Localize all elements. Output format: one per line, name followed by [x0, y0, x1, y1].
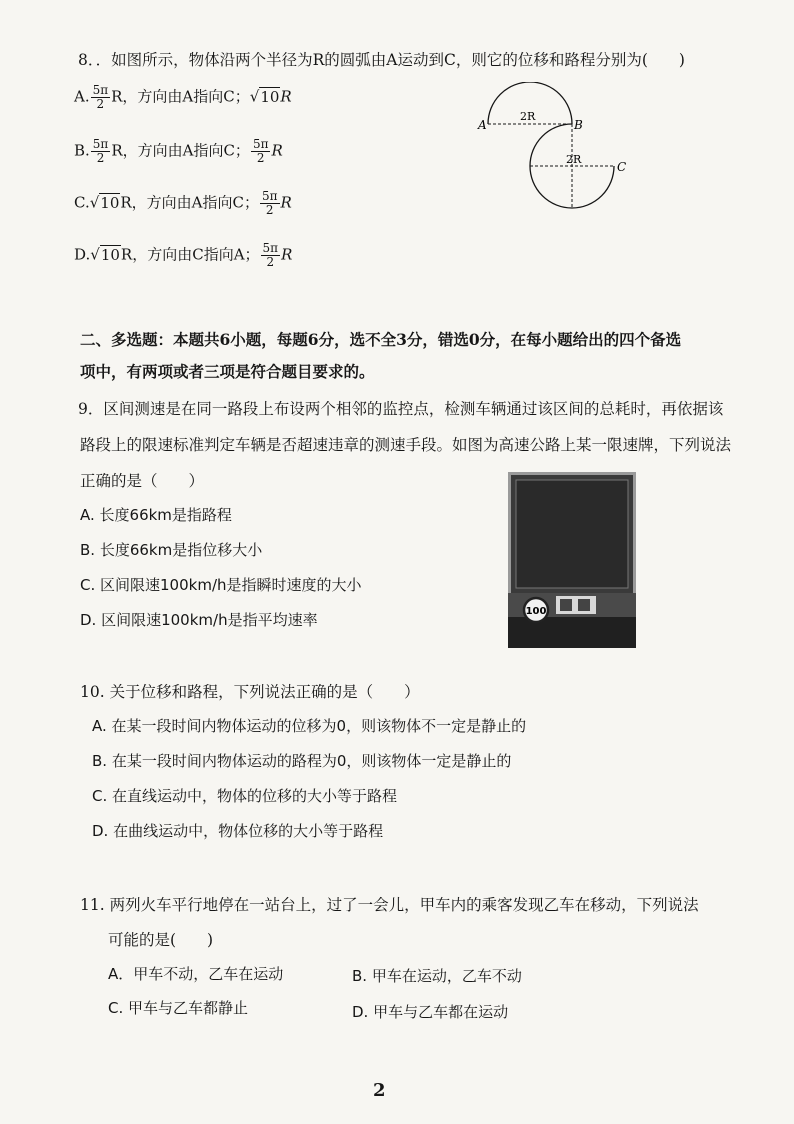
- q10-stem: 10. 关于位移和路程，下列说法正确的是（ ）: [80, 683, 420, 701]
- q8-option-d: D.√10R，方向由C指向A； $\frac{5\pi}{2}$ R: [74, 241, 293, 269]
- label-top-dim: 2R: [520, 110, 536, 123]
- q10-option-d: D. 在曲线运动中，物体位移的大小等于路程: [92, 822, 384, 840]
- q11-option-d: D. 甲车与乙车都在运动: [352, 1003, 509, 1021]
- speed-limit-value: 100: [525, 606, 547, 617]
- q11-option-c: C. 甲车与乙车都静止: [108, 999, 249, 1017]
- q8-arc-diagram: [470, 82, 650, 232]
- section2-line1: 二、多选题：本题共6小题，每题6分，选不全3分，错选0分，在每小题给出的四个备选: [80, 330, 682, 349]
- page-number: 2: [373, 1080, 386, 1101]
- q11-line2: 可能的是( ): [108, 931, 214, 949]
- q9-option-b: B. 长度66km是指位移大小: [80, 541, 263, 559]
- q10-option-b: B. 在某一段时间内物体运动的路程为0，则该物体一定是静止的: [92, 752, 512, 770]
- q8-option-b: B. $\frac{5\pi}{2}$ R，方向由A指向C； $\frac{5\pi}{2}$ R: [74, 137, 283, 165]
- quarter-arc: [572, 166, 614, 208]
- speed-limit-sign-photo: [508, 472, 636, 648]
- q9-line3: 正确的是（ ）: [80, 472, 205, 490]
- q9-option-a: A. 长度66km是指路程: [80, 506, 232, 524]
- label-b: B: [574, 118, 583, 132]
- q9-line2: 路段上的限速标准判定车辆是否超速违章的测速手段。如图为高速公路上某一限速牌，下列说法: [80, 436, 732, 454]
- label-c: C: [617, 160, 627, 174]
- q11-option-a: A．甲车不动，乙车在运动: [108, 965, 284, 983]
- q9-line1: 9．区间测速是在同一路段上布设两个相邻的监控点，检测车辆通过该区间的总耗时，再依据该: [78, 400, 724, 418]
- label-a: A: [478, 118, 487, 132]
- q10-option-a: A. 在某一段时间内物体运动的位移为0，则该物体不一定是静止的: [92, 717, 527, 735]
- q8-option-a: A. $\frac{5\pi}{2}$ R，方向由A指向C；√10R: [74, 83, 292, 111]
- q9-option-d: D. 区间限速100km/h是指平均速率: [80, 611, 318, 629]
- q10-option-c: C. 在直线运动中，物体的位移的大小等于路程: [92, 787, 398, 805]
- q11-line1: 11. 两列火车平行地停在一站台上，过了一会儿，甲车内的乘客发现乙车在移动，下列说法: [80, 896, 699, 914]
- q8-stem: 8．．如图所示，物体沿两个半径为R的圆弧由A运动到C，则它的位移和路程分别为( ): [78, 51, 685, 69]
- q9-option-c: C. 区间限速100km/h是指瞬时速度的大小: [80, 576, 362, 594]
- q8-option-c: C.√10R，方向由A指向C； $\frac{5\pi}{2}$ R: [74, 189, 292, 217]
- q11-option-b: B. 甲车在运动，乙车不动: [352, 967, 522, 985]
- section2-line2: 项中，有两项或者三项是符合题目要求的。: [80, 362, 375, 381]
- label-bottom-dim: 2R: [566, 153, 582, 166]
